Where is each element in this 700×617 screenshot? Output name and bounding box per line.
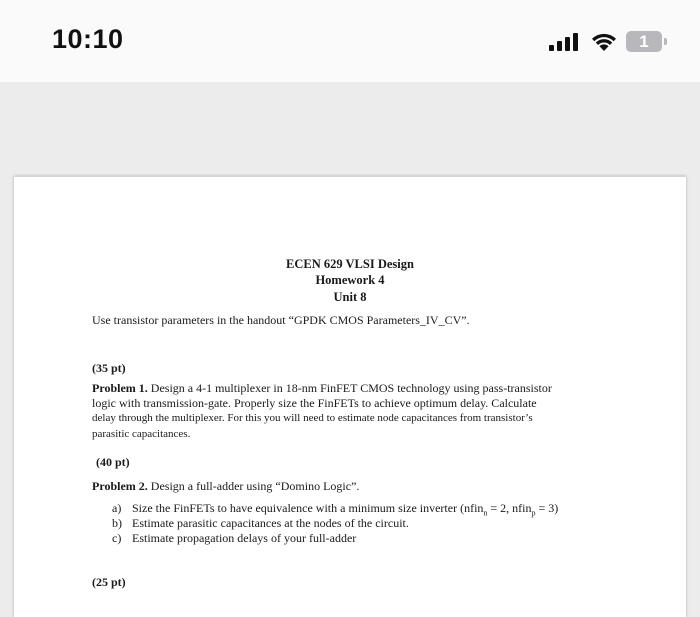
problem2-line [92,479,359,494]
problem2-text: Design a full-adder using “Domino Logic”. [147,479,360,493]
problem2-points: (40 pt) [96,455,130,469]
list-item-text-mid: = 2, nfin [487,501,532,515]
document-page [14,176,686,617]
battery-indicator: 1 [626,31,662,52]
list-item-text: Size the FinFETs to have equivalence with a minimum size inverter (nfin [132,501,484,515]
course-title: ECEN 629 VLSI Design [286,257,414,271]
instructions: Use transistor parameters in the handout “GPDK CMOS Parameters_IV_CV”. [92,313,470,327]
wifi-icon [591,32,617,51]
problem1-line2: logic with transmission-gate. Properly size the FinFETs to achieve optimum delay. Calculate [92,396,537,410]
list-item-label: b) [112,516,122,530]
problem1-line3: delay through the multiplexer. For this you will need to estimate node capacitances from transistor’s [92,412,533,424]
list-item [112,531,356,546]
list-item-text: Estimate parasitic capacitances at the nodes of the circuit. [132,516,409,530]
status-bar [0,0,700,82]
problem1-title: Problem 1. [92,381,148,395]
subscript-n: n [483,508,488,518]
problem3-points: (25 pt) [92,575,126,589]
list-item-label: a) [112,501,122,515]
problem1-line1 [92,381,552,396]
list-item [112,501,558,516]
problem1-points: (35 pt) [92,361,126,375]
subscript-p: p [531,508,536,518]
problem1-line4: parasitic capacitances. [92,428,191,440]
list-item-label: c) [112,531,122,545]
list-item [112,516,409,531]
battery-tip [664,38,667,45]
list-item-text-end: = 3) [535,501,559,515]
problem1-line1-text: Design a 4-1 multiplexer in 18-nm FinFET CMOS technology using pass-transistor [147,381,552,395]
clock-time: 10:10 [52,24,124,54]
problem2-title: Problem 2. [92,479,148,493]
homework-title: Homework 4 [315,273,385,287]
cellular-signal-icon [549,33,579,51]
unit-title: Unit 8 [333,290,367,304]
list-item-text: Estimate propagation delays of your full-adder [132,531,357,545]
